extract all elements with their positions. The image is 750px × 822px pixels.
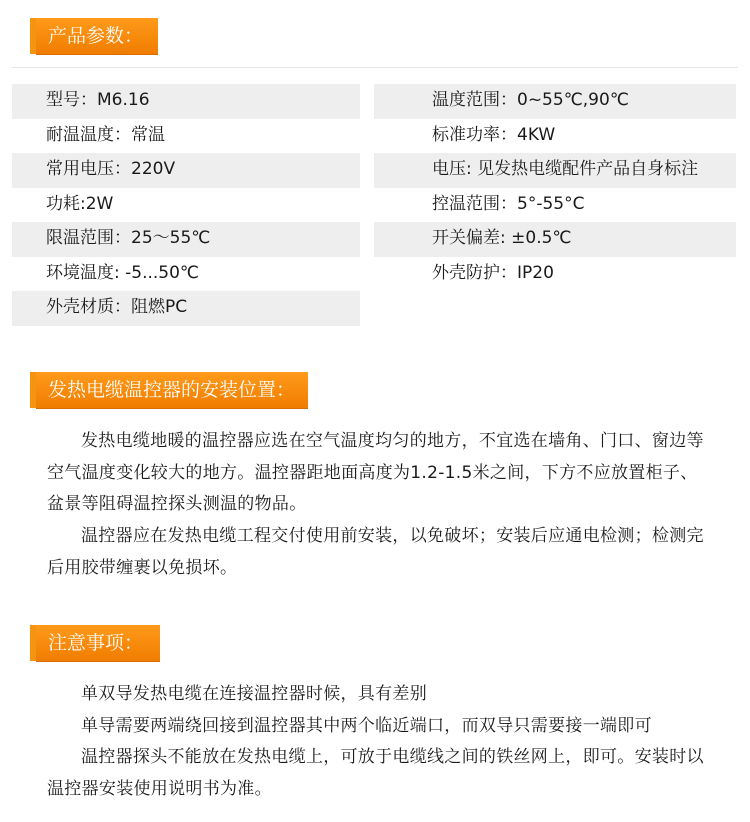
param-temp-resistance: 耐温温度：常温 — [46, 124, 165, 145]
param-protection: 外壳防护：IP20 — [432, 262, 554, 283]
param-ambient-temp: 环境温度: -5...50℃ — [46, 262, 200, 283]
install-paragraph-text: 温控器应在发热电缆工程交付使用前安装，以免破坏；安装后应通电检测；检测完后用胶带缠裹以免损坏。 — [47, 526, 704, 578]
param-switch-deviation: 开关偏差: ±0.5℃ — [374, 222, 736, 257]
note-text: 单双导发热电缆在连接温控器时候，具有差别 — [81, 684, 427, 704]
install-paragraph — [47, 521, 712, 584]
param-voltage-note: 电压: 见发热电缆配件产品自身标注 — [374, 153, 736, 188]
note-item — [47, 742, 712, 805]
params-left-column — [12, 84, 360, 326]
note-item — [47, 679, 712, 711]
section-title-install: 发热电缆温控器的安装位置： — [36, 372, 308, 408]
param-rated-power: 标准功率：4KW — [432, 124, 556, 145]
param-temp-limit: 限温范围：25～55℃ — [12, 222, 360, 257]
install-paragraph — [47, 426, 712, 521]
param-control-range: 控温范围：5°-55°C — [432, 193, 585, 214]
param-temp-range: 温度范围：0~55℃,90℃ — [374, 84, 736, 119]
install-paragraph-text: 发热电缆地暖的温控器应选在空气温度均匀的地方，不宜选在墙角、门口、窗边等空气温度变化较大的地方。温控器距地面高度为1.2-1.5米之间，下方不应放置柜子、盆景等阻碍温控探头测温的物品。 — [47, 431, 704, 514]
note-text: 单导需要两端绕回接到温控器其中两个临近端口，而双导只需要接一端即可 — [81, 716, 652, 736]
section-title-params: 产品参数： — [36, 18, 158, 54]
params-right-column — [374, 84, 736, 291]
note-item — [47, 711, 712, 743]
param-power-consumption: 功耗:2W — [46, 193, 114, 214]
divider — [12, 67, 738, 68]
section-title-notes: 注意事项： — [36, 625, 160, 661]
param-model: 型号：M6.16 — [12, 84, 360, 119]
param-voltage: 常用电压：220V — [12, 153, 360, 188]
note-text: 温控器探头不能放在发热电缆上，可放于电缆线之间的铁丝网上，即可。安装时以温控器安装使用说明书为准。 — [47, 747, 704, 799]
param-housing-material: 外壳材质：阻燃PC — [12, 291, 360, 326]
